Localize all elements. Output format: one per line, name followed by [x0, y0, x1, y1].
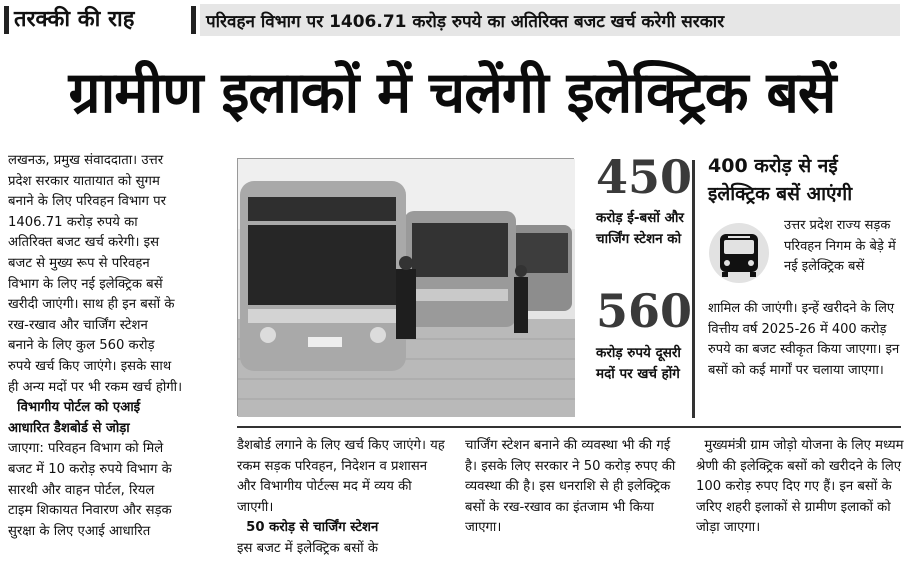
left-after_lines-line: सारथी और वाहन पोर्टल, रियल [8, 482, 155, 498]
bus-photo-illustration [238, 159, 575, 417]
left-lines-line: बजट से मुख्य रूप से परिवहन [8, 255, 150, 271]
strapline-text: परिवहन विभाग पर 1406.71 करोड़ रुपये का अतिरिक्त बजट खर्च करेगी सरकार [206, 12, 725, 32]
kicker-bar [4, 6, 9, 34]
left-after_lines-line: टाइम शिकायत निवारण और सड़क [8, 503, 172, 519]
left-lines-line: बनाने के लिए कुल 560 करोड़ [8, 338, 155, 354]
left-subhead_lines-line: आधारित डैशबोर्ड से जोड़ा [8, 420, 130, 436]
column-4: मुख्यमंत्री ग्राम जोड़ो योजना के लिए मध्यम श्रेणी की इलेक्ट्रिक बसों को खरीदने के लिए 100 करोड़ रुपए दिए गए हैं। इन बसों के जरिए शहरी इलाकों से ग्रामीण इलाकों को जोड़ा जाएगा। [696, 438, 908, 536]
bus-icon [708, 222, 770, 284]
column-2 [237, 436, 449, 560]
vertical-divider [692, 160, 695, 418]
column-2-tail: इस बजट में इलेक्ट्रिक बसों के [237, 540, 378, 556]
left-after_lines-line: जाएगा: परिवहन विभाग को मिले [8, 441, 164, 457]
left-lines-line: ही अन्य मदों पर भी रकम खर्च होगी। [8, 379, 183, 395]
stat-560-number: 560 [596, 284, 693, 338]
strip-separator [191, 6, 196, 34]
left-lines-line: विभाग के लिए नई इलेक्ट्रिक बसें [8, 276, 163, 292]
left-lines-line: अतिरिक्त बजट खर्च करेगी। इस [8, 235, 160, 251]
column-3: चार्जिंग स्टेशन बनाने की व्यवस्था भी की गई है। इसके लिए सरकार ने 50 करोड़ रुपए की व्यवस्था की है। इस धनराशि से ही इलेक्ट्रिक बसों के रख-रखाव का इंतजाम भी किया जाएगा। [465, 438, 676, 536]
stat-560-label: करोड़ रुपये दूसरी मदों पर खर्च होंगे [596, 345, 681, 382]
left-subhead_lines-line: विभागीय पोर्टल को एआई [8, 400, 141, 416]
left-lines-line: 1406.71 करोड़ रुपये का [8, 214, 138, 230]
column-2-text: डैशबोर्ड लगाने के लिए खर्च किए जाएंगे। यह रकम सड़क परिवहन, निदेशन व प्रशासन और विभागीय पोर्टल्स मद में व्यय की जाएगी। [237, 438, 445, 515]
left-lines-line: रख-रखाव और चार्जिंग स्टेशन [8, 317, 148, 333]
left-column-body [8, 151, 222, 398]
left-column [8, 151, 222, 542]
sidebar-heading: 400 करोड़ से नई इलेक्ट्रिक बसें आएंगी [708, 155, 853, 205]
left-column-continued [8, 439, 222, 542]
stat-450-label: करोड़ ई-बसों और चार्जिंग स्टेशन को [596, 210, 684, 247]
sidebar-text-bottom: शामिल की जाएंगी। इन्हें खरीदने के लिए वित्तीय वर्ष 2025-26 में 400 करोड़ रुपये का बजट स्वीकृत किया जाएगा। इन बसों को कई मार्गों पर चलाया जाएगा। [708, 301, 900, 378]
stat-450-number: 450 [596, 150, 693, 204]
left-after_lines-line: बजट में 10 करोड़ रुपये विभाग के [8, 461, 172, 477]
horizontal-divider [237, 426, 901, 428]
news-photo [237, 158, 574, 416]
left-lines-line: लखनऊ, प्रमुख संवाददाता। उत्तर [8, 153, 164, 168]
page-headline: ग्रामीण इलाकों में चलेंगी इलेक्ट्रिक बसें [68, 60, 836, 126]
left-column-subhead [8, 398, 222, 439]
left-lines-line: बनाने के लिए परिवहन विभाग पर [8, 194, 167, 210]
left-after_lines-line: सुरक्षा के लिए एआई आधारित [8, 523, 151, 539]
left-lines-line: रुपये खर्च किए जाएंगे। इसके साथ [8, 358, 172, 374]
left-lines-line: खरीदी जाएंगी। साथ ही इन बसों के [8, 297, 175, 313]
section-kicker: तरक्की की राह [14, 7, 135, 32]
column-2-subhead: 50 करोड़ से चार्जिंग स्टेशन [237, 520, 379, 536]
sidebar-text-top: उत्तर प्रदेश राज्य सड़क परिवहन निगम के बेड़े में नई इलेक्ट्रिक बसें [784, 218, 896, 275]
left-lines-line: प्रदेश सरकार यातायात को सुगम [8, 173, 160, 189]
